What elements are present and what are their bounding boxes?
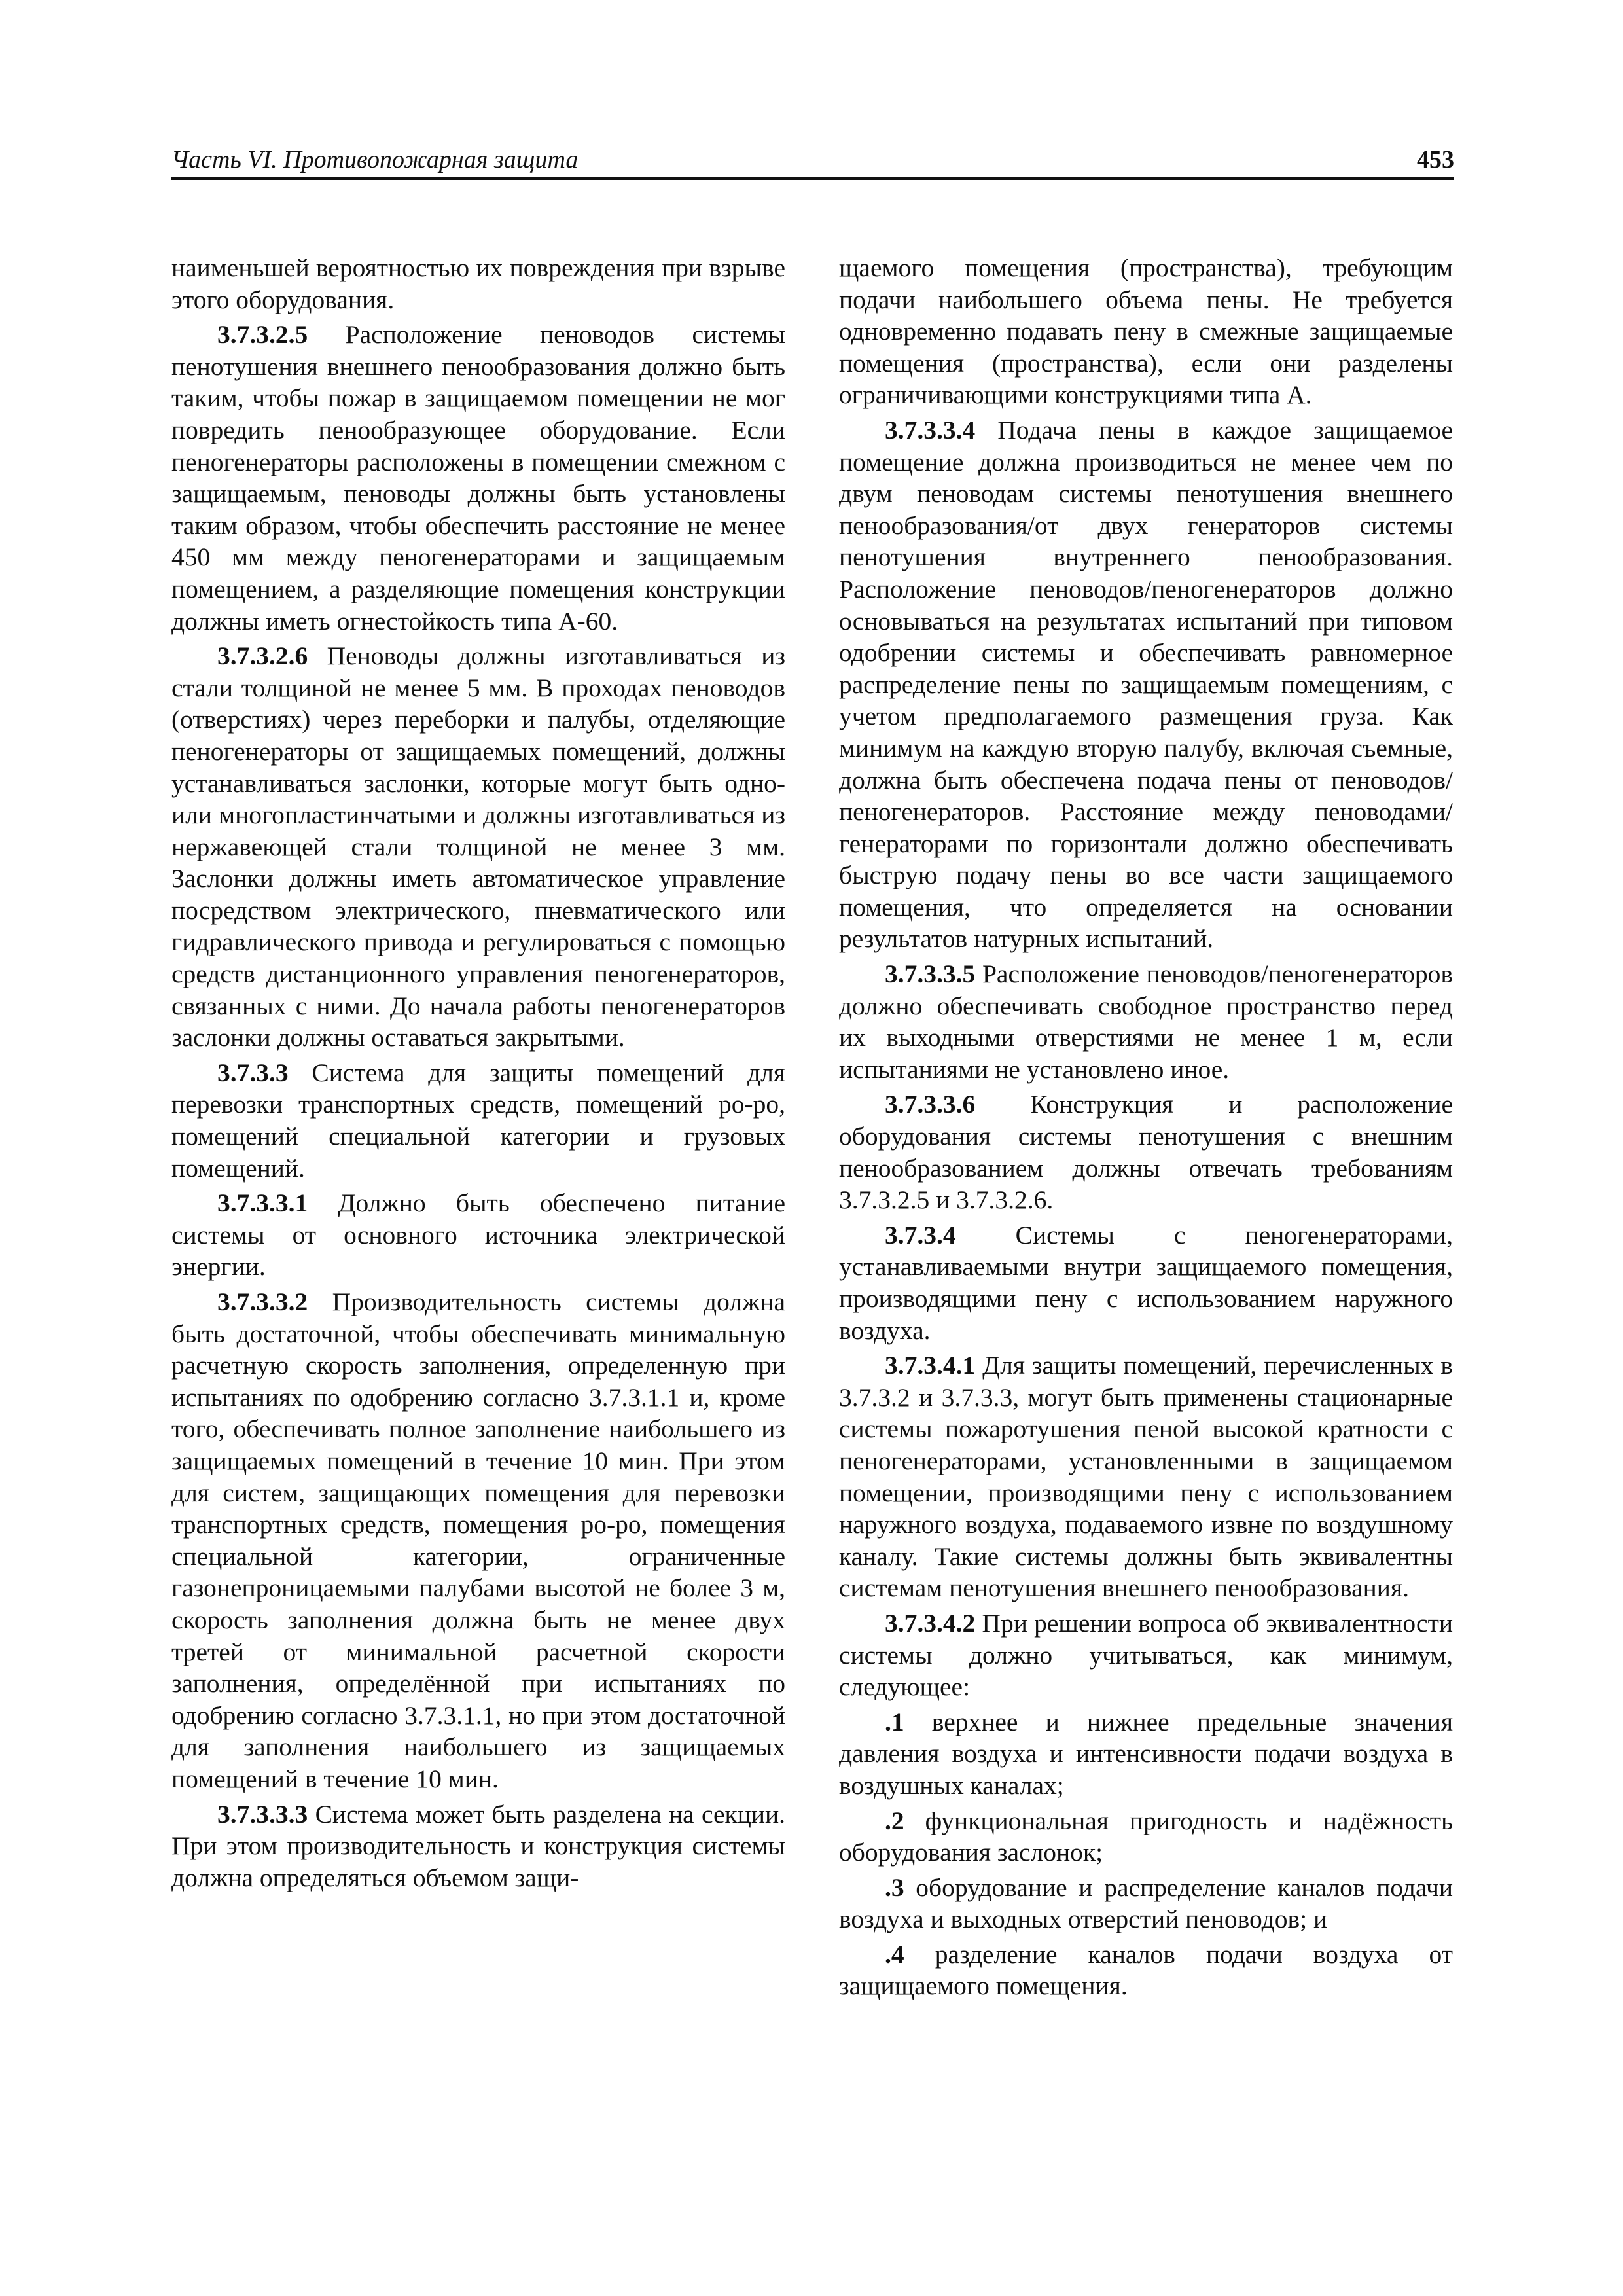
clause-text: Должно быть обеспечено питание системы от основного источника электрической энергии. bbox=[171, 1189, 785, 1282]
paragraph bbox=[839, 1219, 1453, 1346]
clause-number: 3.7.3.3.2 bbox=[217, 1287, 308, 1316]
list-marker: .1 bbox=[885, 1707, 904, 1736]
clause-text: Система для защиты помещений для перевозки транспортных средств, помещений ро-ро, помещений специальной категории и грузовых помещений. bbox=[171, 1058, 785, 1183]
paragraph bbox=[171, 1286, 785, 1795]
paragraph bbox=[839, 958, 1453, 1085]
list-marker: .4 bbox=[885, 1939, 904, 1969]
clause-number: 3.7.3.3.6 bbox=[885, 1090, 976, 1119]
clause-text: Производительность системы должна быть достаточной, чтобы обеспечивать минимальную расчетную скорость заполнения, определенную при испытаниях по одобрению согласно 3.7.3.1.1 и, кроме того, обеспечивать полное заполнение наибольшего из защищаемых помещений в течение 10 мин. При этом для систем, защищающих помещения для перевозки транспортных средств, помещения ро-ро, помещения специальной категории, ограниченные газонепроницаемыми палубами высотой не более 3 м, скорость заполнения должна быть не менее двух третей от минимальной расчетной скорости заполнения, определённой при испытаниях по одобрению согласно 3.7.3.1.1, но при этом достаточной для заполнения наибольшего из защищаемых помещений в течение 10 мин. bbox=[171, 1287, 785, 1793]
header-title: Часть VI. Противопожарная защита bbox=[171, 146, 579, 173]
clause-text: Система может быть разделена на секции. При этом производительность и конструкция системы должна определяться объемом защи- bbox=[171, 1799, 785, 1892]
clause-text: Расположение пеноводов/пеногенераторов должно обеспечивать свободное пространство перед их выходными отверстиями не менее 1 м, если испытаниями не установлено иное. bbox=[839, 960, 1453, 1084]
clause-number: 3.7.3.3.3 bbox=[217, 1799, 308, 1829]
paragraph bbox=[171, 319, 785, 637]
clause-text: Конструкция и расположение оборудования системы пенотушения с внешним пенообразованием должны отвечать требованиям 3.7.3.2.5 и 3.7.3.2.6. bbox=[839, 1090, 1453, 1215]
list-item-text: разделение каналов подачи воздуха от защищаемого помещения. bbox=[839, 1939, 1453, 2001]
clause-text: Расположение пеноводов системы пенотушения внешнего пенообразования должно быть таким, чтобы пожар в защищаемом помещении не мог повредить пенообразующее оборудование. Если пеногенераторы расположены в помещении смежном с защищаемым, пеноводы должны быть установлены таким образом, чтобы обеспечить расстояние не менее 450 мм между пеногенераторами и защищаемым помещением, а разделяющие помещения конструкции должны иметь огнестойкость типа А-60. bbox=[171, 320, 785, 636]
clause-text: При решении вопроса об эквивалентности системы должно учитываться, как минимум, следующее: bbox=[839, 1608, 1453, 1702]
clause-number: 3.7.3.3.4 bbox=[885, 415, 976, 444]
list-marker: .3 bbox=[885, 1873, 904, 1902]
paragraph bbox=[171, 1187, 785, 1283]
list-item bbox=[839, 1939, 1453, 2002]
right-column bbox=[839, 252, 1453, 2005]
clause-text: Для защиты помещений, перечисленных в 3.7.3.2 и 3.7.3.3, могут быть применены стационарные системы пожаротушения пеной высокой кратности с пеногенераторами, установленными в защищаемом помещении, производящими пену с использованием наружного воздуха, подаваемого извне по воздушному каналу. Такие системы должны быть эквивалентны системам пенотушения внешнего пенообразования. bbox=[839, 1351, 1453, 1603]
paragraph bbox=[171, 640, 785, 1054]
list-item-text: функциональная пригодность и надёжность оборудования заслонок; bbox=[839, 1806, 1453, 1867]
clause-number: 3.7.3.3.5 bbox=[885, 960, 976, 989]
left-column bbox=[171, 252, 785, 1897]
page-number: 453 bbox=[1417, 146, 1454, 173]
clause-number: 3.7.3.4.2 bbox=[885, 1608, 976, 1638]
clause-text: щаемого помещения (пространства), требующим подачи наибольшего объема пены. Не требуется одновременно подавать пену в смежные защищаемые помещения (пространства), если они разделены ограничивающими конструкциями типа А. bbox=[839, 253, 1453, 410]
paragraph bbox=[839, 252, 1453, 411]
clause-text: Пеноводы должны изготавливаться из стали толщиной не менее 5 мм. В проходах пеноводов (отверстиях) через переборки и палубы, отделяющие пеногенераторы от защищаемых помещений, должны устанавливаться заслонки, которые могут быть одно- или многопластинчатыми и должны изготавливаться из нержавеющей стали толщиной не менее 3 мм. Заслонки должны иметь автоматическое управление посредством электрического, пневматического или гидравлического привода и регулироваться с помощью средств дистанционного управления пеногенераторов, связанных с ними. До начала работы пеногенераторов заслонки должны оставаться закрытыми. bbox=[171, 641, 785, 1052]
clause-number: 3.7.3.3.1 bbox=[217, 1189, 308, 1218]
clause-text: наименьшей вероятностью их повреждения при взрыве этого оборудования. bbox=[171, 253, 785, 314]
running-header bbox=[171, 143, 1454, 180]
list-item bbox=[839, 1706, 1453, 1802]
paragraph bbox=[839, 414, 1453, 955]
list-marker: .2 bbox=[885, 1806, 904, 1835]
clause-number: 3.7.3.2.6 bbox=[217, 641, 308, 671]
clause-number: 3.7.3.2.5 bbox=[217, 320, 308, 350]
paragraph bbox=[839, 1088, 1453, 1215]
clause-text: Системы с пеногенераторами, устанавливаемыми внутри защищаемого помещения, производящими пену с использованием наружного воздуха. bbox=[839, 1220, 1453, 1345]
clause-text: Подача пены в каждое защищаемое помещение должна производиться не менее чем по двум пеноводам системы пенотушения внешнего пенообразования/от двух генераторов системы пенотушения внутреннего пенообразования. Расположение пеноводов/пеногенераторов должно основываться на результатах испытаний при типовом одобрении системы и обеспечивать равномерное распределение пены по защищаемым помещениям, с учетом предполагаемого размещения груза. Как минимум на каждую вторую палубу, включая съемные, должна быть обеспечена подача пены от пеноводов/пеногенераторов. Расстояние между пеноводами/генераторами по горизонтали должно обеспечивать быструю подачу пены во все части защищаемого помещения, что определяется на основании результатов натурных испытаний. bbox=[839, 415, 1453, 954]
paragraph bbox=[171, 1799, 785, 1894]
list-item bbox=[839, 1872, 1453, 1935]
paragraph bbox=[171, 252, 785, 315]
clause-number: 3.7.3.4 bbox=[885, 1220, 956, 1249]
paragraph bbox=[839, 1350, 1453, 1604]
list-item bbox=[839, 1805, 1453, 1869]
paragraph bbox=[171, 1057, 785, 1184]
clause-number: 3.7.3.4.1 bbox=[885, 1351, 976, 1380]
clause-number: 3.7.3.3 bbox=[217, 1058, 289, 1087]
list-item-text: верхнее и нижнее предельные значения давления воздуха и интенсивности подачи воздуха в воздушных каналах; bbox=[839, 1707, 1453, 1800]
paragraph bbox=[839, 1607, 1453, 1703]
list-item-text: оборудование и распределение каналов подачи воздуха и выходных отверстий пеноводов; и bbox=[839, 1873, 1453, 1934]
